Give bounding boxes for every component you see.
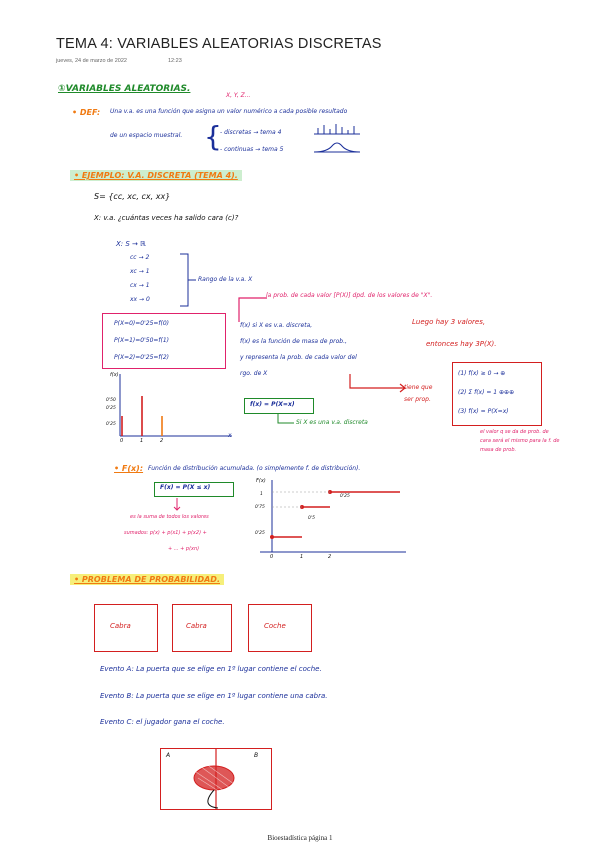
cdf-arrow <box>172 498 182 512</box>
cdf-ytick-2: 0'75 <box>255 505 265 510</box>
map-header: X: S → ℝ <box>116 240 146 248</box>
pmf-ytick-3: 0'25 <box>106 422 116 427</box>
props-note: el valor q se da de prob. de cara será el mismo para la f. de masa de prob. <box>480 429 560 453</box>
prop-3: (3) f(x) = P(X=x) <box>458 408 509 415</box>
door-2-label: Cabra <box>186 622 207 630</box>
event-a: Evento A: La puerta que se elige en 1º lugar contiene el coche. <box>100 665 322 673</box>
pmf-xtick-1: 1 <box>140 438 144 444</box>
map-row-1: cc → 2 <box>130 254 150 261</box>
pmf-ytick-1: 0'50 <box>106 398 116 403</box>
note-xyz: X, Y, Z... <box>226 92 251 99</box>
cdf-desc: Función de distribución acumulada. (o simplemente f. de distribución). <box>148 465 361 472</box>
continuous-sketch-icon <box>312 140 362 154</box>
three-values-2: entonces hay 3P(X). <box>426 340 497 348</box>
cdf-label: • F(x): <box>114 464 144 473</box>
pmf-xtick-2: 2 <box>160 438 164 444</box>
def-line-1: Una v.a. es una función que asigna un valor numérico a cada posible resultado <box>110 108 348 115</box>
cdf-note-1: es la suma de todos los valores <box>130 514 209 520</box>
def-item-discretas: - discretas → tema 4 <box>220 129 282 136</box>
example-question: X: v.a. ¿cuántas veces ha salido cara (c)? <box>94 214 239 222</box>
map-row-3: cx → 1 <box>130 282 150 289</box>
range-bracket <box>178 252 198 308</box>
page-title: TEMA 4: VARIABLES ALEATORIAS DISCRETAS <box>56 36 382 52</box>
cdf-xtick-0: 0 <box>270 554 274 560</box>
def-label: • DEF: <box>72 108 101 117</box>
cdf-jump-label-2: 0'5 <box>308 516 315 521</box>
door-3-label: Coche <box>264 622 286 630</box>
pmf-xlabel: x <box>228 432 232 439</box>
fx-def-arrow <box>276 413 296 427</box>
prob-row-2: P(X=2)=0'25=f(2) <box>114 354 170 361</box>
range-note: Rango de la v.a. X <box>198 276 253 283</box>
cdf-formula: F(x) = P(X ≤ x) <box>160 484 211 491</box>
cdf-note-2: sumados: p(x) + p(x1) + p(x2) + <box>124 530 207 536</box>
venn-label-a: A <box>166 752 171 759</box>
page-time: 12:23 <box>168 58 182 64</box>
cdf-xtick-1: 1 <box>300 554 304 560</box>
def-line-2: de un espacio muestral. <box>110 132 183 139</box>
event-c: Evento C: el jugador gana el coche. <box>100 718 225 726</box>
fx-def: f(x) = P(X=x) <box>250 401 295 408</box>
section-heading-variables: ①VARIABLES ALEATORIAS. <box>58 84 191 94</box>
prob-note: la prob. de cada valor [P(X)] dpd. de los valores de "X". <box>266 292 433 299</box>
door-1-label: Cabra <box>110 622 131 630</box>
pmf-xtick-0: 0 <box>120 438 124 444</box>
pmf-ytick-2: 0'25 <box>106 406 116 411</box>
prop-2: (2) Σ f(x) = 1 ⊕⊕⊕ <box>458 389 515 396</box>
cdf-xtick-2: 2 <box>328 554 332 560</box>
pmf-ylabel: f(x) <box>110 372 119 378</box>
arrow-note-1: tiene que <box>404 384 433 391</box>
discrete-sketch-icon <box>312 122 362 136</box>
page-footer: Bioestadística página 1 <box>267 834 333 842</box>
def-item-continuas: - continuas → tema 5 <box>220 146 284 153</box>
fx-text-1: f(x) es la función de masa de prob., <box>240 338 347 345</box>
cdf-note-3: + ... + p(xn) <box>168 546 200 552</box>
prob-row-1: P(X=1)=0'50=f(1) <box>114 337 170 344</box>
prob-row-0: P(X=0)=0'25=f(0) <box>114 320 170 327</box>
three-values-1: Luego hay 3 valores, <box>412 318 486 326</box>
event-b: Evento B: La puerta que se elige en 1º lugar contiene una cabra. <box>100 692 328 700</box>
page-date: jueves, 24 de marzo de 2022 <box>56 58 127 64</box>
fx-text-0: f(x) si X es v.a. discreta, <box>240 322 313 329</box>
arrow-note-2: ser prop. <box>404 396 431 403</box>
fx-text-3: rgo. de X <box>240 370 268 377</box>
problem-heading: • PROBLEMA DE PROBABILIDAD. <box>70 574 224 585</box>
sample-space: S= {cc, xc, cx, xx} <box>94 192 171 201</box>
venn-label-b: B <box>254 752 259 759</box>
pink-connector <box>235 294 269 324</box>
fx-text-2: y representa la prob. de cada valor del <box>240 354 357 361</box>
map-row-4: xx → 0 <box>130 296 150 303</box>
cdf-jump-label-1: 0'25 <box>340 494 350 499</box>
example-heading: • EJEMPLO: V.A. DISCRETA (TEMA 4). <box>70 170 242 181</box>
cdf-ytick-1: 1 <box>260 492 263 497</box>
red-arrow <box>348 372 408 392</box>
map-row-2: xc → 1 <box>130 268 150 275</box>
cdf-ytick-3: 0'25 <box>255 531 265 536</box>
fx-note: Si X es una v.a. discreta <box>296 419 368 426</box>
def-brace: { <box>204 120 222 153</box>
prop-1: (1) f(x) ≥ 0 → ⊕ <box>458 370 506 377</box>
cdf-ylabel: F(x) <box>256 478 266 484</box>
